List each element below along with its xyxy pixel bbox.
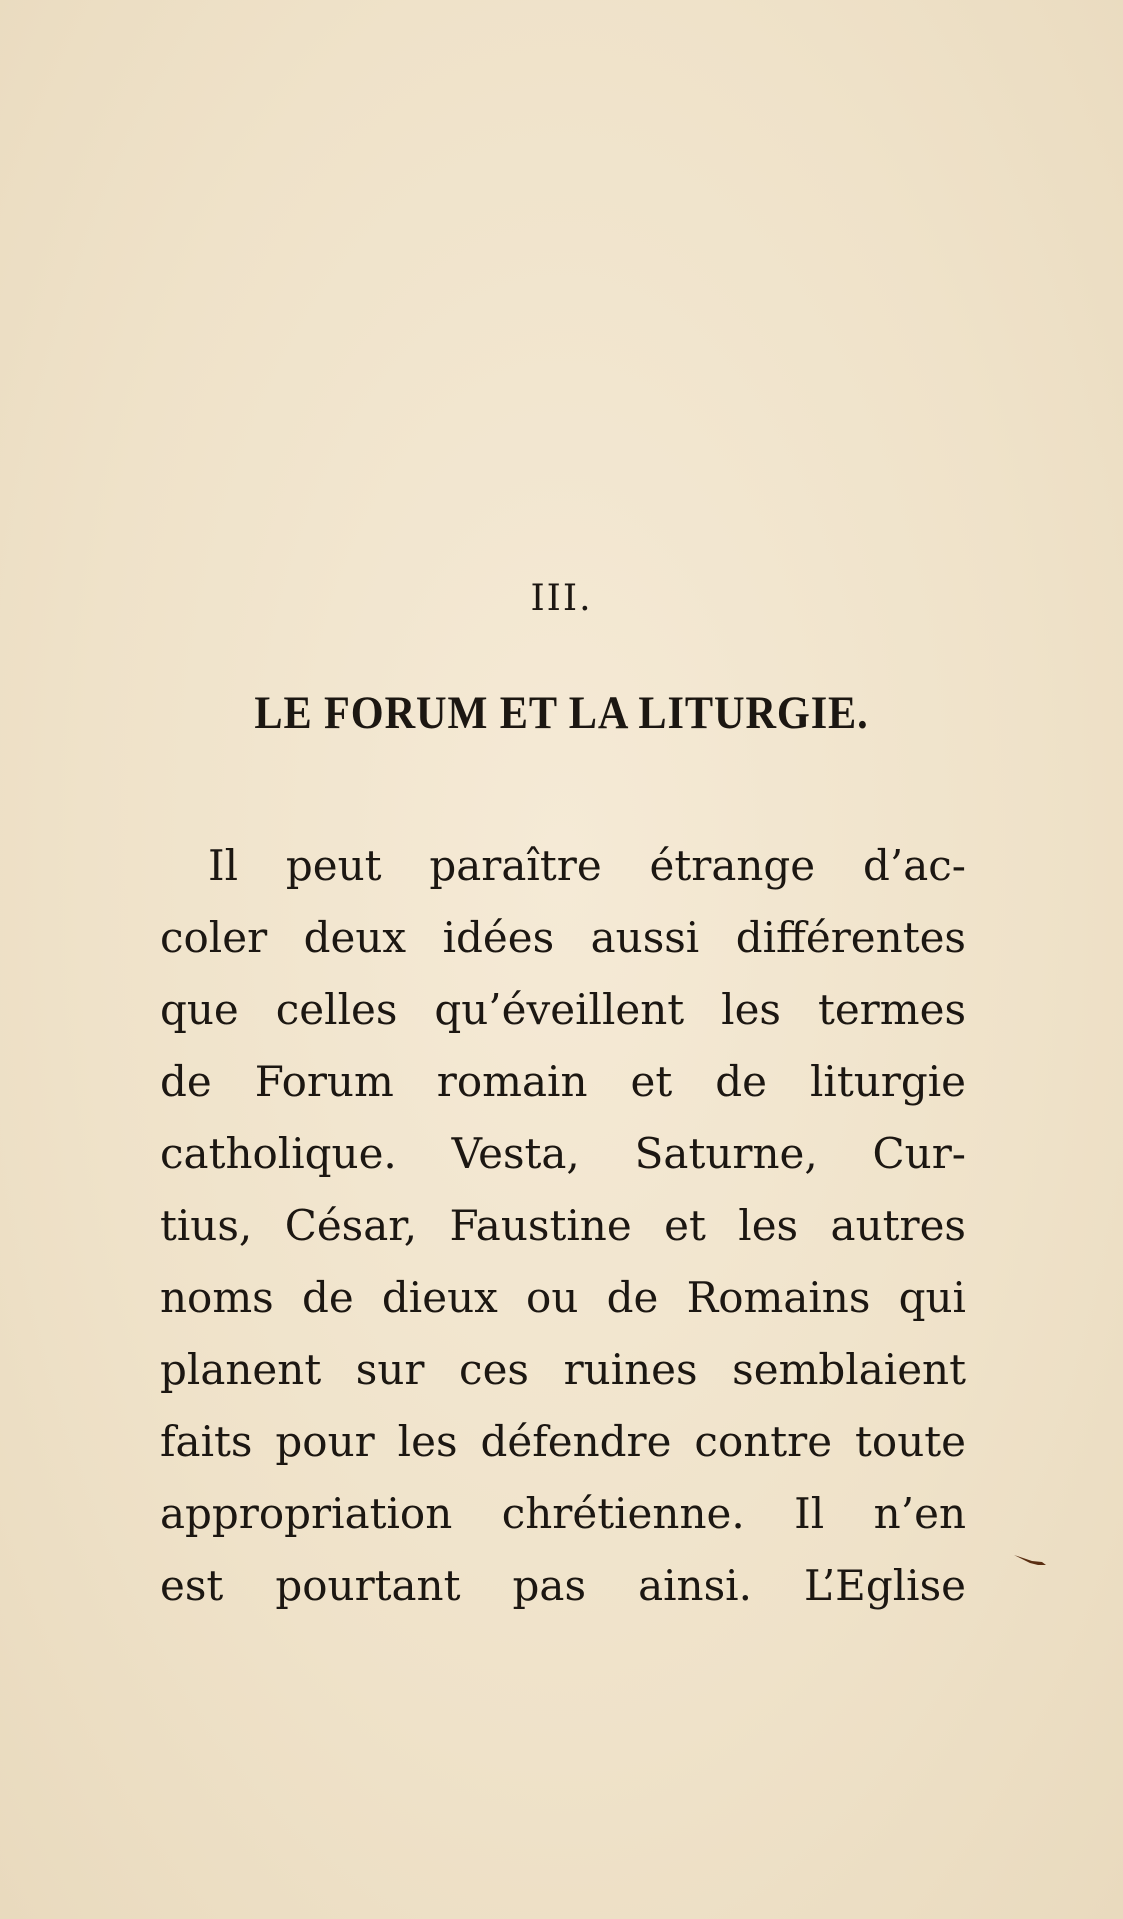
chapter-title: LE FORUM ET LA LITURGIE. — [254, 687, 869, 739]
paragraph-line: faits pour les défendre contre toute — [160, 1417, 966, 1466]
paragraph-line: catholique. Vesta, Saturne, Cur- — [160, 1129, 966, 1178]
paragraph-line: est pourtant pas ainsi. L’Eglise — [160, 1561, 966, 1610]
paragraph-line: appropriation chrétienne. Il n’en — [160, 1489, 966, 1538]
paragraph-line: que celles qu’éveillent les termes — [160, 985, 966, 1034]
paragraph-line: coler deux idées aussi différentes — [160, 913, 966, 962]
paragraph-line: planent sur ces ruines semblaient — [160, 1345, 966, 1394]
ink-stain-mark — [1012, 1553, 1048, 1567]
paragraph — [160, 830, 966, 1622]
paragraph-line: noms de dieux ou de Romains qui — [160, 1273, 966, 1322]
paragraph-line: de Forum romain et de liturgie — [160, 1057, 966, 1106]
section-number: III. — [530, 578, 593, 619]
paragraph-line: tius, César, Faustine et les autres — [160, 1201, 966, 1250]
paragraph-line: Il peut paraître étrange d’ac- — [208, 841, 966, 890]
